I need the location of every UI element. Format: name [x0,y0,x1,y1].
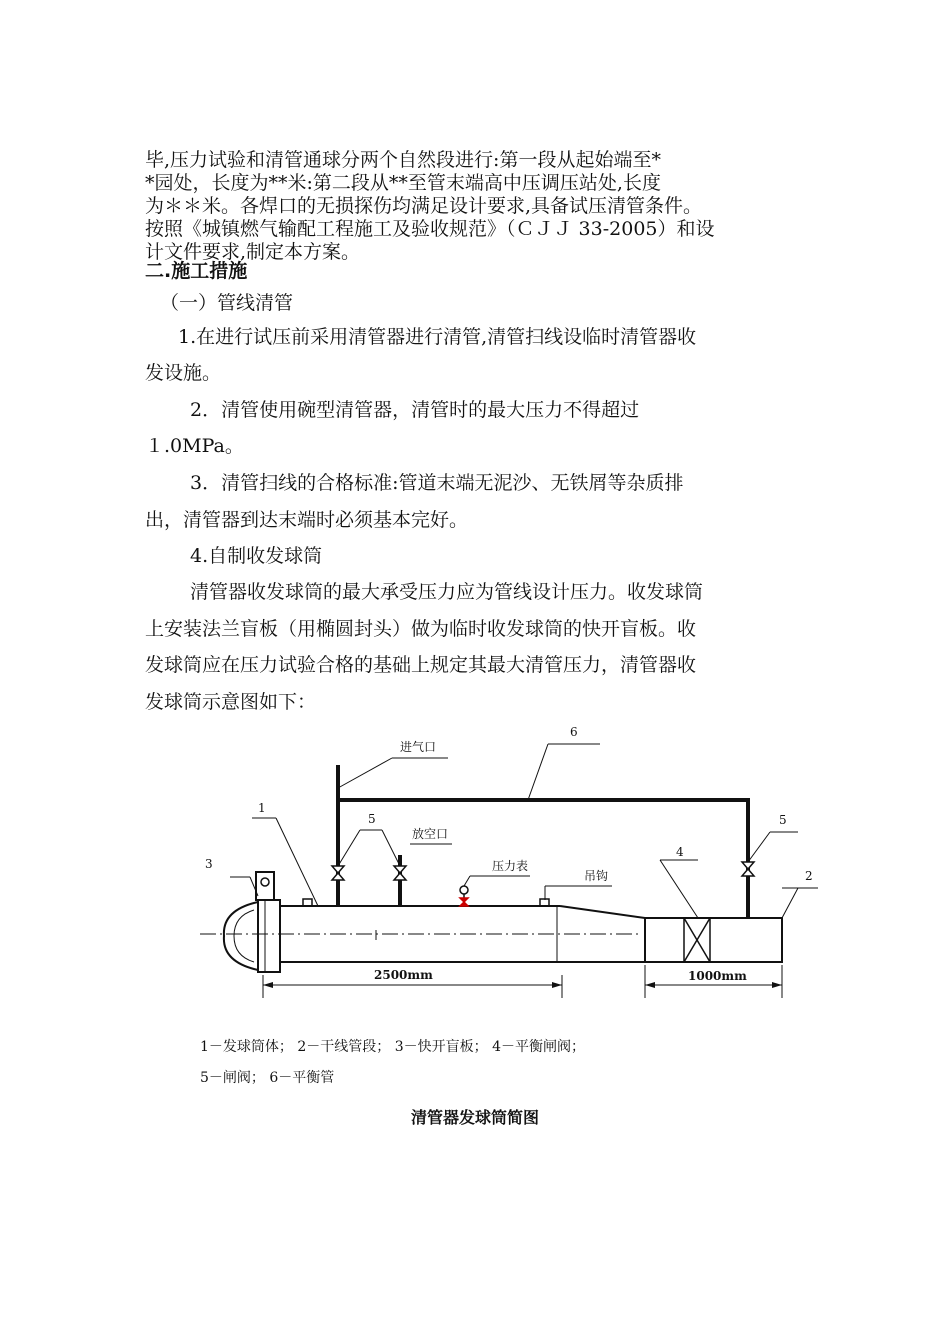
label-n3: 3 [205,857,213,871]
valve-5b-bottom [742,869,754,876]
pressure-gauge [460,886,468,894]
dome-head [224,902,258,970]
intro-line-3: 为＊＊米。各焊口的无损探伤均满足设计要求,具备试压清管条件。 [145,195,703,217]
item2-line-1: 2．清管使用碗型清管器，清管时的最大压力不得超过 [190,399,640,421]
label-dim-1000: 1000mm [688,969,747,983]
intro-line-2: *园处，长度为**米:第二段从**至管末端高中压调压站处,长度 [145,172,661,194]
valve-5a-bottom [332,873,344,880]
legend-line-2: 5－闸阀； 6－平衡管 [200,1070,335,1086]
intro-line-5: 计文件要求,制定本方案。 [145,241,361,263]
item3-line-1: 3．清管扫线的合格标准:管道末端无泥沙、无铁屑等杂质排 [190,472,684,494]
item4-line-3: 发球筒应在压力试验合格的基础上规定其最大清管压力，清管器收 [145,654,697,676]
label-gauge: 压力表 [492,859,529,873]
figure-caption: 清管器发球筒简图 [410,1108,539,1127]
item4-line-1: 清管器收发球筒的最大承受压力应为管线设计压力。收发球筒 [190,581,704,603]
label-dim-2500: 2500mm [374,968,433,982]
intro-line-4: 按照《城镇燃气输配工程施工及验收规范》（ＣＪＪ 33-2005）和设 [145,218,715,240]
pig-launcher-diagram [190,715,830,1015]
label-inlet: 进气口 [400,740,437,754]
gate-valve-4 [684,918,710,962]
lug-1 [303,899,312,906]
label-n2: 2 [805,869,813,883]
subheading: （一）管线清管 [160,292,294,314]
lug-2 [540,899,549,906]
label-hook: 吊钩 [584,869,609,883]
item1-line-1: 1.在进行试压前采用清管器进行清管,清管扫线设临时清管器收 [178,326,697,348]
intro-line-1: 毕,压力试验和清管通球分两个自然段进行:第一段从起始端至* [145,149,661,171]
item3-line-2: 出，清管器到达末端时必须基本完好。 [145,509,469,531]
flange [258,900,280,972]
label-n4: 4 [676,845,684,859]
item4-line-2: 上安装法兰盲板（用椭圆封头）做为临时收发球筒的快开盲板。收 [145,618,697,640]
reducer-top [560,906,645,918]
label-vent: 放空口 [412,827,449,841]
item1-line-2: 发设施。 [145,362,222,384]
label-n6: 6 [570,725,578,739]
label-n5a: 5 [368,812,376,826]
item4-title: 4.自制收发球筒 [190,545,323,567]
legend-line-1: 1－发球筒体； 2－干线管段； 3－快开盲板； 4－平衡闸阀； [200,1039,585,1055]
item4-line-4: 发球筒示意图如下： [145,691,317,713]
valve-vent-bottom [394,873,406,880]
pipe-segment [645,918,782,962]
item2-line-2: １.0MPa。 [145,435,244,457]
label-n1: 1 [258,801,266,815]
label-n5b: 5 [779,813,787,827]
section-heading: 二.施工措施 [145,260,248,282]
